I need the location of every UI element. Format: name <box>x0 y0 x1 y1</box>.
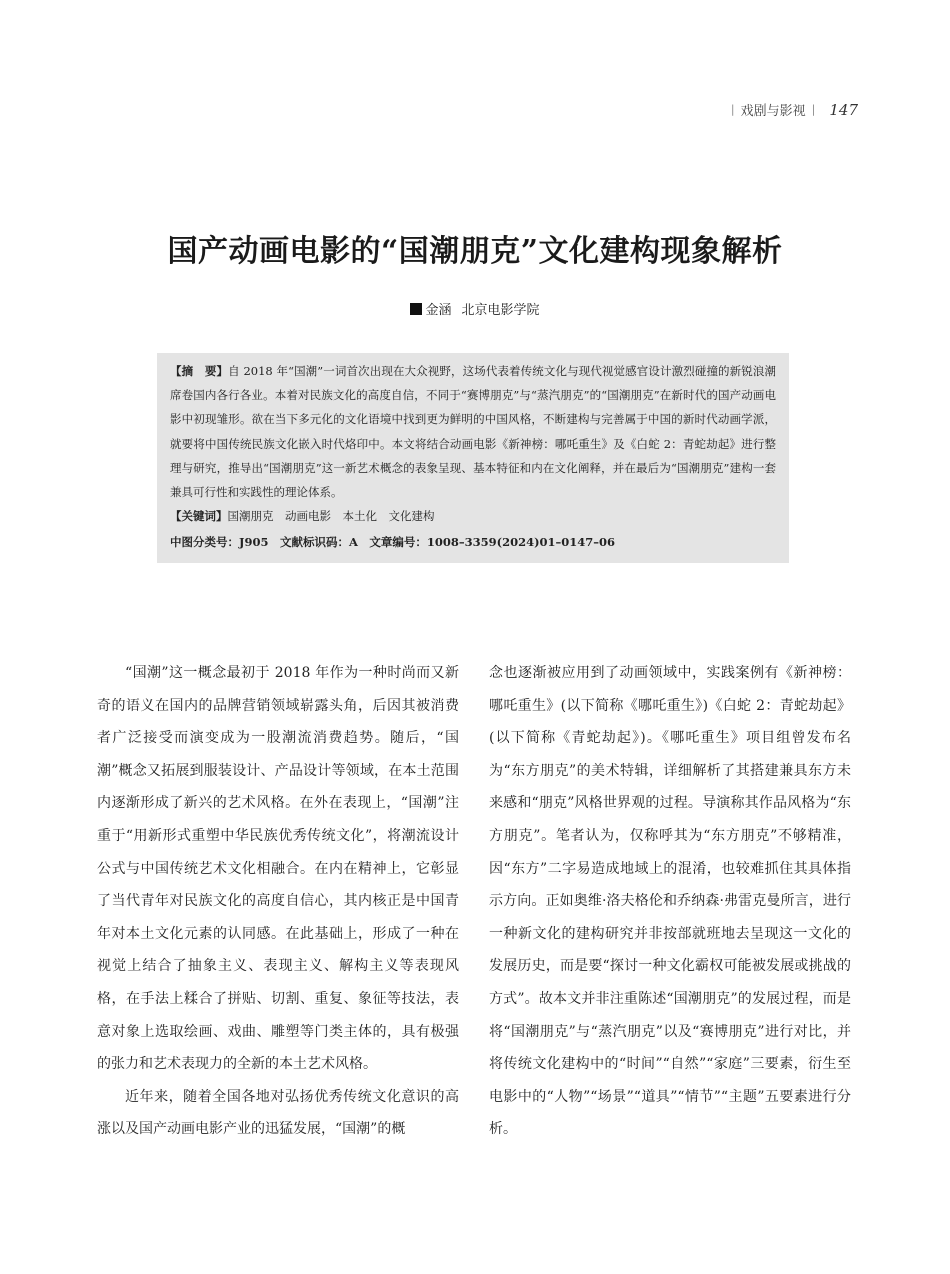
body-paragraph: 念也逐渐被应用到了动画领域中，实践案例有《新神榜：哪吒重生》(以下简称《哪吒重生》)《白蛇 2：青蛇劫起》(以下简称《青蛇劫起》)。《哪吒重生》项目组曾发布名为“东方朋克”的美术特辑，详细解析了其搭建兼具东方未来感和“朋克”风格世界观的过程。导演称其作品风格为“东方朋克”。笔者认为，仅称呼其为“东方朋克”不够精准，因“东方”二字易造成地域上的混淆，也较难抓住其具体指示方向。正如奥维·洛夫格伦和乔纳森·弗雷克曼所言，进行一种新文化的建构研究并非按部就班地去呈现这一文化的发展历史，而是要“探讨一种文化霸权可能被发展或挑战的方式”。故本文并非注重陈述“国潮朋克”的发展过程，而是将“国潮朋克”与“蒸汽朋克”以及“赛博朋克”进行对比，并将传统文化建构中的“时间”“自然”“家庭”三要素，衍生至电影中的“人物”“场景”“道具”“情节”“主题”五要素进行分析。 <box>489 665 851 1138</box>
author-line <box>0 299 950 318</box>
abstract-text: 自 2018 年“国潮”一词首次出现在大众视野，这场代表着传统文化与现代视觉感官设计激烈碰撞的新锐浪潮席卷国内各行各业。本着对民族文化的高度自信，不同于“赛博朋克”与“蒸汽朋克”的“国潮朋克”在新时代的国产动画电影中初现雏形。欲在当下多元化的文化语境中找到更为鲜明的中国风格，不断建构与完善属于中国的新时代动画学派，就要将中国传统民族文化嵌入时代烙印中。本文将结合动画电影《新神榜：哪吒重生》及《白蛇 2：青蛇劫起》进行整理与研究，推导出“国潮朋克”这一新艺术概念的表象呈现、基本特征和内在文化阐释，并在最后为“国潮朋克”建构一套兼具可行性和实践性的理论体系。 <box>170 364 776 500</box>
header-divider: | <box>730 103 735 116</box>
doc-code-value: A <box>348 535 358 550</box>
running-header <box>731 100 858 119</box>
keywords-text: 国潮朋克 动画电影 本土化 文化建构 <box>227 509 435 524</box>
article-title: 国产动画电影的“国潮朋克”文化建构现象解析 <box>167 234 783 269</box>
header-section: 戏剧与影视 <box>740 104 806 119</box>
article-no-value: 1008–3359(2024)01–0147–06 <box>426 535 616 550</box>
abstract-box <box>157 353 789 563</box>
keywords-line <box>170 504 776 528</box>
classification-line <box>170 530 776 554</box>
abstract-label: 【摘 要】 <box>170 364 229 378</box>
author-marker-icon <box>410 303 422 315</box>
author-name: 金涵 <box>425 303 452 318</box>
keywords-label: 【关键词】 <box>170 509 228 524</box>
clc-value: J905 <box>239 535 269 550</box>
body-paragraph: 近年来，随着全国各地对弘扬优秀传统文化意识的高涨以及国产动画电影产业的迅猛发展，“国潮”的概 <box>97 1088 459 1138</box>
clc-label: 中图分类号： <box>170 535 239 550</box>
article-no-label: 文章编号： <box>369 535 427 550</box>
abstract-paragraph <box>170 359 776 504</box>
body-column-left <box>97 657 459 1146</box>
author-affiliation: 北京电影学院 <box>461 303 540 318</box>
page-number: 147 <box>829 100 858 119</box>
doc-code-label: 文献标识码： <box>279 535 349 550</box>
body-paragraph: “国潮”这一概念最初于 2018 年作为一种时尚而又新奇的语义在国内的品牌营销领域崭露头角，后因其被消费者广泛接受而演变成为一股潮流消费趋势。随后，“国潮”概念又拓展到服装设计、产品设计等领域，在本土范围内逐渐形成了新兴的艺术风格。在外在表现上，“国潮”注重于“用新形式重塑中华民族优秀传统文化”，将潮流设计公式与中国传统艺术文化相融合。在内在精神上，它彰显了当代青年对民族文化的高度自信心，其内核正是中国青年对本土文化元素的认同感。在此基础上，形成了一种在视觉上结合了抽象主义、表现主义、解构主义等表现风格，在手法上糅合了拼贴、切割、重复、象征等技法，表意对象上选取绘画、戏曲、雕塑等门类主体的，具有极强的张力和艺术表现力的全新的本土艺术风格。 <box>97 665 459 1073</box>
header-divider: | <box>811 103 816 116</box>
body-column-right <box>489 657 851 1146</box>
